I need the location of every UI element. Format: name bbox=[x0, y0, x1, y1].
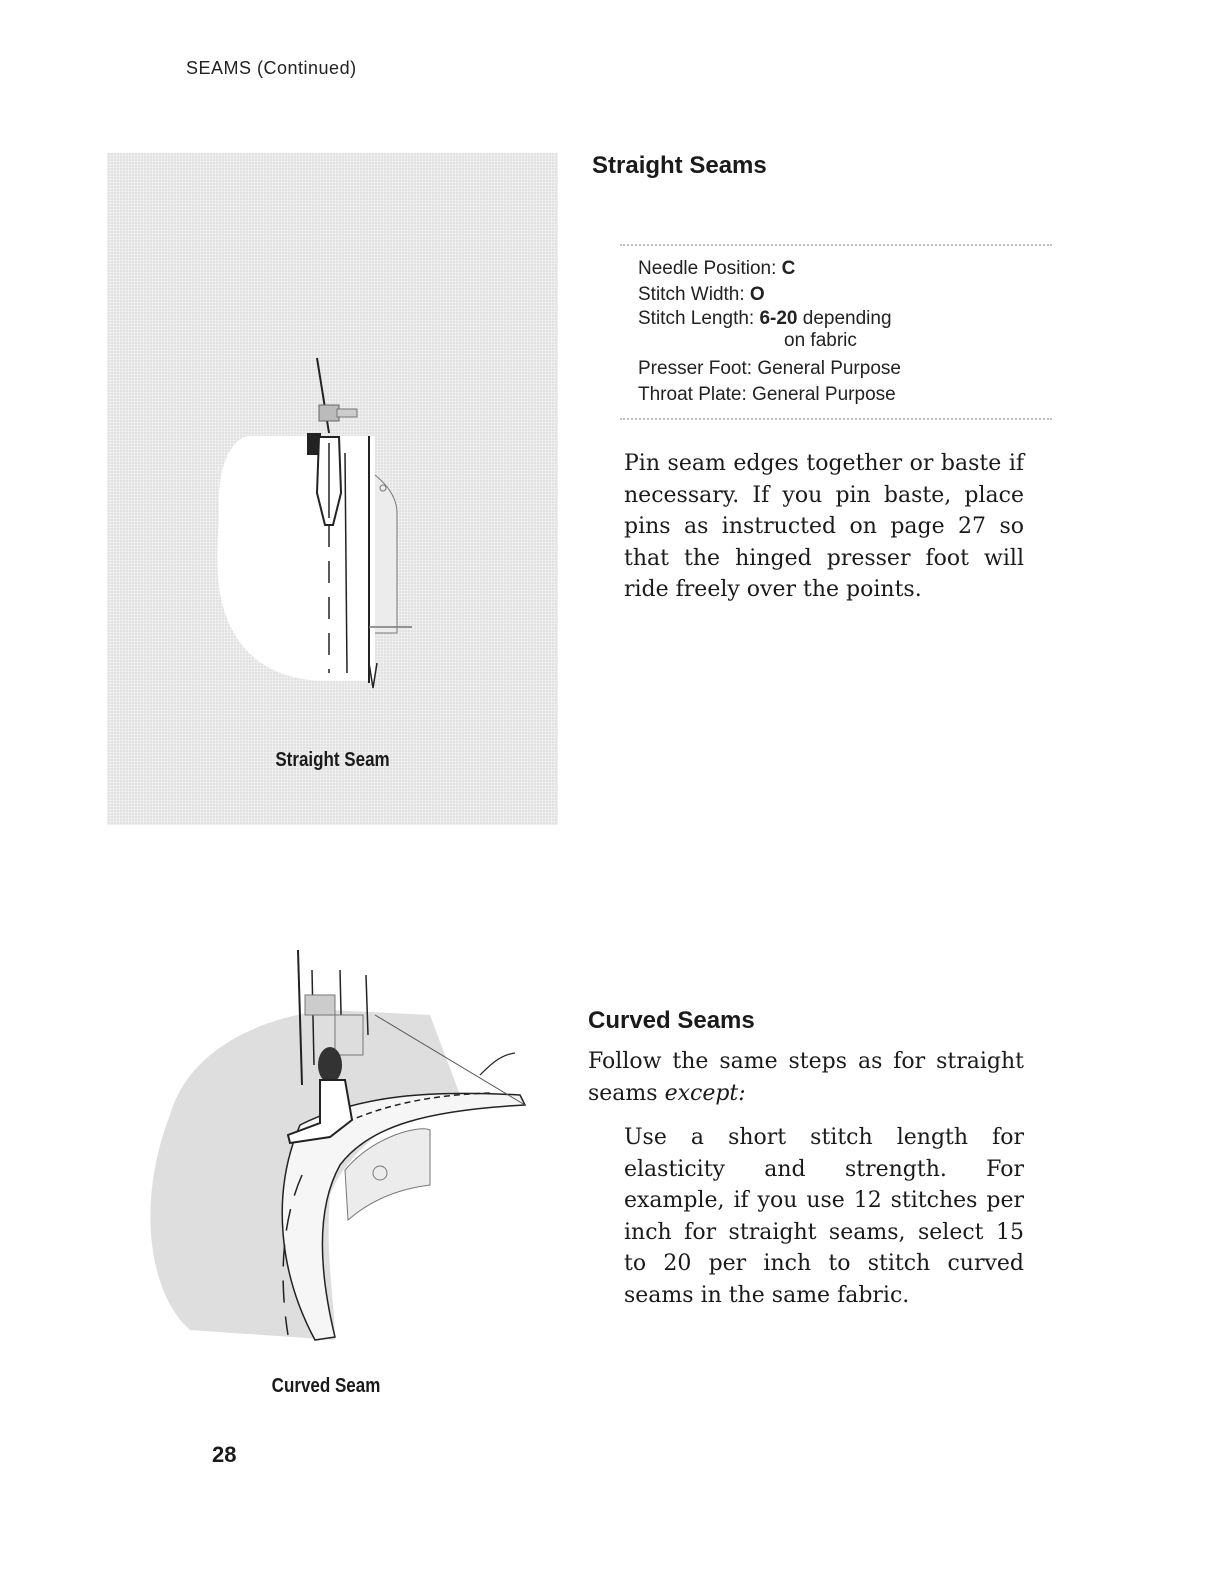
setting-stitch-length-cont: on fabric bbox=[784, 330, 857, 351]
straight-seam-caption: Straight Seam bbox=[275, 749, 390, 771]
straight-seam-figure bbox=[107, 153, 558, 825]
setting-needle-position: Needle Position: C bbox=[638, 258, 796, 279]
setting-stitch-length: Stitch Length: 6-20 depending bbox=[638, 308, 892, 329]
curved-seams-intro: Follow the same steps as for straight seams except: bbox=[588, 1049, 1024, 1106]
curved-seam-illustration bbox=[130, 945, 530, 1355]
straight-seams-body: Pin seam edges together or baste if necessary. If you pin baste, place pins as instructed on page 27 so that the hinged presser foot will ride freely over the points. bbox=[624, 451, 1024, 602]
straight-seam-illustration bbox=[107, 153, 558, 825]
page-number: 28 bbox=[212, 1442, 237, 1467]
straight-seams-heading: Straight Seams bbox=[592, 152, 767, 179]
curved-seams-heading: Curved Seams bbox=[588, 1007, 755, 1034]
setting-throat-plate: Throat Plate: General Purpose bbox=[638, 384, 896, 405]
setting-stitch-width: Stitch Width: O bbox=[638, 284, 765, 305]
page-header: SEAMS (Continued) bbox=[186, 58, 357, 78]
setting-presser-foot: Presser Foot: General Purpose bbox=[638, 358, 901, 379]
except-text: except: bbox=[664, 1080, 746, 1106]
curved-seam-caption: Curved Seam bbox=[271, 1375, 381, 1397]
settings-box bbox=[620, 244, 1052, 420]
curved-seams-body: Use a short stitch length for elasticity and strength. For example, if you use 12 stitches per inch for straight seams, select 15 to 20 per inch to stitch curved seams in the same fabric. bbox=[624, 1125, 1024, 1308]
curved-seam-figure bbox=[130, 945, 530, 1355]
